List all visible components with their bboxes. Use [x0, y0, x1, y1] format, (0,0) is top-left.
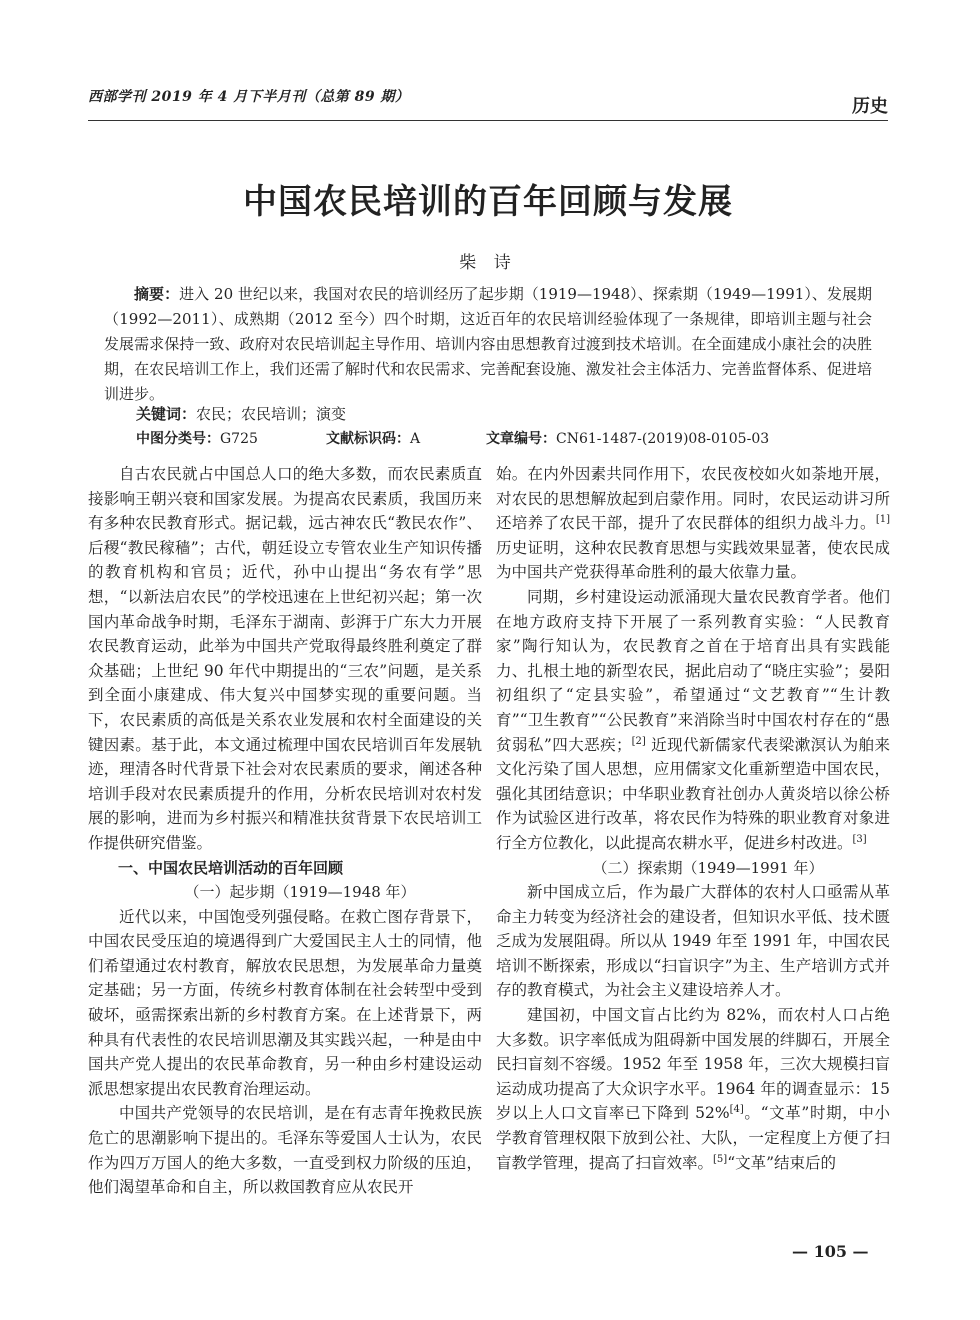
article-number-value: CN61-1487-(2019)08-0105-03 — [556, 431, 770, 447]
paragraph: 自古农民就占中国总人口的绝大多数，而农民素质直接影响王朝兴衰和国家发展。为提高农民素质，我国历来有多种农民教育形式。据记载，远古神农氏“教民农作”、后稷“教民稼穑”；古代，朝廷设立专管农业生产知识传播的教育机构和官员；近代，孙中山提出“务农有学”思想，“以新法启农民”的学校迅速在上世纪初兴起；第一次国内革命战争时期，毛泽东于湖南、彭湃于广东大力开展农民教育运动，此举为中国共产党取得最终胜利奠定了群众基础；上世纪 90 年代中期提出的“三农”问题，是关系到全面小康建成、伟大复兴中国梦实现的重要问题。当下，农民素质的高低是关系农业发展和农村全面建设的关键因素。基于此，本文通过梳理中国农民培训百年发展轨迹，理清各时代背景下社会对农民素质的要求，阐述各种培训手段对农民素质提升的作用，分析农民培训对农村发展的影响，进而为乡村振兴和精准扶贫背景下农民培训工作提供研究借鉴。 — [88, 465, 482, 852]
journal-name: 西部学刊 2019 年 4 月下半月刊（总第 89 期） — [88, 89, 410, 105]
text-run: 始。在内外因素共同作用下，农民夜校如火如荼地开展，对农民的思想解放起到启蒙作用。同时，农民运动讲习所还培养了农民干部，提升了农民群体的组织力战斗力。 — [496, 465, 890, 533]
citation: [4] — [729, 1104, 744, 1116]
section-heading: 一、中国农民培训活动的百年回顾 — [118, 858, 344, 877]
abstract — [104, 282, 872, 407]
paragraph: 近代以来，中国饱受列强侵略。在救亡图存背景下，中国农民受压迫的境遇得到广大爱国民主人士的同情，他们希望通过农村教育，解放农民思想，为发展革命力量奠定基础；另一方面，传统乡村教育体制在社会转型中受到破坏，亟需探索出新的乡村教育方案。在上述背景下，两种具有代表性的农民培训思潮及其实践兴起，一种是由中国共产党人提出的农民革命教育，另一种由乡村建设运动派思想家提出农民教育治理运动。 — [88, 907, 482, 1098]
keywords-label: 关键词： — [136, 405, 197, 423]
paragraph — [496, 462, 890, 585]
abstract-text: 进入 20 世纪以来，我国对农民的培训经历了起步期（1919—1948）、探索期（1949—1991）、发展期（1992—2011）、成熟期（2012 至今）四个时期，这近百年的农民培训经验体现了一条规律，即培训主题与社会发展需求保持一致、政府对农民培训起主导作用、培训内容由思想教育过渡到技术培训。在全面建成小康社会的决胜期，在农民培训工作上，我们还需了解时代和农民需求、完善配套设施、激发社会主体活力、完善监督体系、促进培训进步。 — [104, 285, 872, 403]
paragraph — [496, 1003, 890, 1175]
page-number: — 105 — — [792, 1242, 869, 1261]
doc-code-item — [326, 428, 486, 448]
header-rule — [88, 120, 888, 121]
subsection-heading: （二）探索期（1949—1991 年） — [592, 858, 824, 877]
article-title: 中国农民培训的百年回顾与发展 — [243, 182, 733, 222]
clc-item — [136, 428, 326, 448]
citation: [2] — [631, 735, 646, 747]
keywords — [136, 403, 346, 424]
author: 柴 诗 — [459, 253, 517, 273]
right-column — [496, 462, 890, 1175]
paragraph: 新中国成立后，作为最广大群体的农村人口亟需从革命主力转变为经济社会的建设者，但知识水平低、技术匮乏成为发展阻碍。所以从 1949 年至 1991 年，中国农民培训不断探索，形成以“扫盲识字”为主、生产培训方式并存的教育模式，为社会主义建设培养人才。 — [496, 883, 890, 1000]
clc-value: G725 — [220, 431, 258, 447]
text-run: “文革”结束后的 — [727, 1153, 837, 1172]
clc-label: 中图分类号： — [136, 431, 220, 447]
keywords-text: 农民；农民培训；演变 — [196, 405, 347, 423]
left-column — [88, 462, 482, 1200]
subsection-heading: （一）起步期（1919—1948 年） — [184, 883, 416, 902]
text-run: 历史证明，这种农民教育思想与实践效果显著，使农民成为中国共产党获得革命胜利的最大依靠力量。 — [496, 538, 890, 582]
text-run: 同期，乡村建设运动派涌现大量农民教育学者。他们在地方政府支持下开展了一系列教育实验：“人民教育家”陶行知认为，农民教育之首在于培育出具有实践能力、扎根土地的新型农民，据此启动了“晓庄实验”；晏阳初组织了“定县实验”，希望通过“文艺教育”“生计教育”“卫生教育”“公民教育”来消除当时中国农村存在的“愚贫弱私”四大恶疾； — [496, 587, 890, 754]
article-number-item — [486, 428, 769, 448]
page-header — [88, 86, 888, 118]
doc-code-label: 文献标识码： — [326, 431, 410, 447]
article-meta — [136, 428, 876, 448]
citation: [3] — [852, 833, 867, 845]
section-label: 历史 — [852, 96, 888, 117]
text-run: 。“文革”时期，中小学教育管理权限下放到公社、大队，一定程度上方便了扫盲教学管理，提高了扫盲效率。 — [496, 1104, 890, 1172]
abstract-label: 摘要： — [134, 285, 180, 303]
text-run: 近现代新儒家代表梁漱溟认为舶来文化污染了国人思想，应用儒家文化重新塑造中国农民，强化其团结意识；中华职业教育社创办人黄炎培以徐公桥作为试验区进行改革，将农民作为特殊的职业教育对象进行全方位教化，以此提高农耕水平，促进乡村改进。 — [496, 735, 890, 852]
paragraph: 中国共产党领导的农民培训，是在有志青年挽救民族危亡的思潮影响下提出的。毛泽东等爱国人士认为，农民作为四万万国人的绝大多数，一直受到权力阶级的压迫，他们渴望革命和自主，所以救国教育应从农民开 — [88, 1104, 482, 1197]
article-number-label: 文章编号： — [486, 431, 556, 447]
text-run: 建国初，中国文盲占比约为 82%，而农村人口占绝大多数。识字率低成为阻碍新中国发展的绊脚石，开展全民扫盲刻不容缓。1952 年至 1958 年，三次大规模扫盲运动成功提高了大众识字水平。1964 年的调查显示：15 岁以上人口文盲率已下降到 52% — [496, 1006, 890, 1123]
doc-code-value: A — [410, 431, 421, 447]
citation: [5] — [713, 1153, 728, 1165]
citation: [1] — [875, 514, 890, 526]
paragraph — [496, 585, 890, 856]
